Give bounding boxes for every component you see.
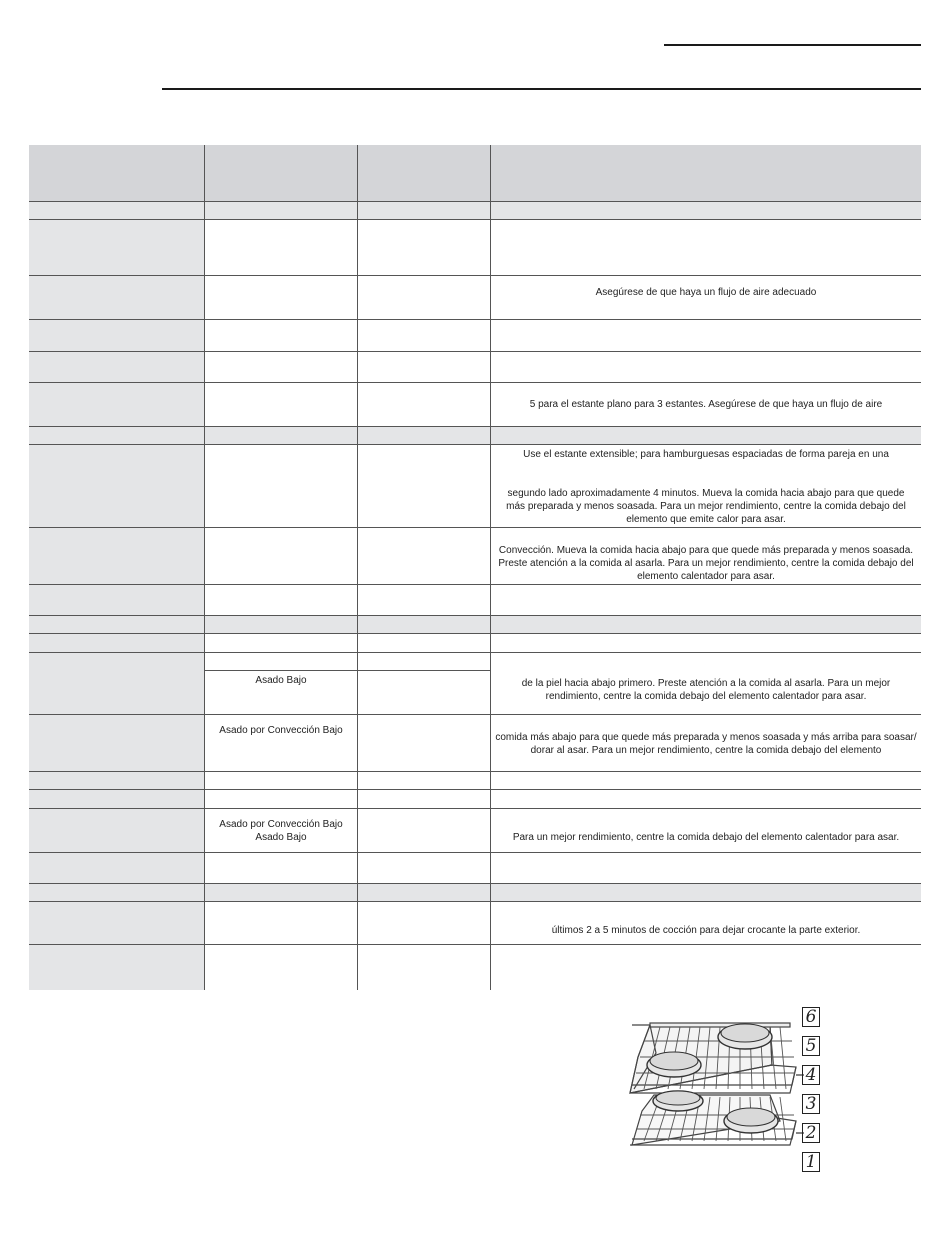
- row-divider: [29, 883, 921, 884]
- row-divider: [29, 444, 921, 445]
- note-cell: de la piel hacia abajo primero. Preste atención a la comida al asarla. Para un mejor rendimiento, centre la comida debajo del elemento calentador para asar.: [521, 678, 891, 702]
- row-divider: [29, 527, 921, 528]
- row-divider: [29, 852, 921, 853]
- note-cell: Use el estante extensible; para hamburguesas espaciadas de forma pareja en una: [523, 449, 889, 460]
- mode-cell: Asado Bajo: [255, 675, 307, 686]
- col-divider: [204, 145, 205, 990]
- row-divider: [29, 426, 921, 427]
- row-divider: [29, 808, 921, 809]
- section-band-4: [29, 883, 921, 901]
- row-label: [29, 944, 204, 990]
- rack-position-label: 5: [802, 1036, 820, 1056]
- note-cell: últimos 2 a 5 minutos de cocción para dejar crocante la parte exterior.: [551, 925, 861, 936]
- row-label: [29, 444, 204, 527]
- rack-position-label: 1: [802, 1152, 820, 1172]
- row-label: [29, 584, 204, 615]
- row-divider: [29, 901, 921, 902]
- section-band-1: [29, 201, 921, 219]
- rack-position-label: 6: [802, 1007, 820, 1027]
- row-divider: [29, 201, 921, 202]
- row-divider: [29, 584, 921, 585]
- row-divider: [29, 351, 921, 352]
- mode-cell: Asado por Convección Bajo: [219, 819, 343, 830]
- row-label: [29, 901, 204, 944]
- row-divider: [29, 944, 921, 945]
- row-label: [29, 714, 204, 771]
- row-label: [29, 652, 204, 714]
- oven-racks-illustration: [620, 1005, 920, 1180]
- note-cell: Para un mejor rendimiento, centre la comida debajo del elemento calentador para asar.: [512, 832, 900, 843]
- rack-position-label: 4: [802, 1065, 820, 1085]
- row-label: [29, 852, 204, 883]
- row-label: [29, 633, 204, 652]
- row-label: [29, 789, 204, 808]
- row-label: [29, 527, 204, 584]
- row-divider: [29, 771, 921, 772]
- row-label: [29, 219, 204, 275]
- mode-cell: Asado por Convección Bajo: [219, 725, 343, 736]
- row-label: [29, 319, 204, 351]
- rack-position-diagram: [620, 1005, 920, 1180]
- row-divider: [29, 714, 921, 715]
- mode-cell: Asado Bajo: [255, 832, 307, 843]
- note-cell: Convección. Mueva la comida hacia abajo para que quede más preparada y menos soasada. Preste atención a la comida al asarla. Para un mejor rendimiento, centre la comida debajo del elemento calentador para asar.: [498, 545, 914, 582]
- rack-position-label: 3: [802, 1094, 820, 1114]
- row-label: [29, 382, 204, 426]
- row-label: [29, 808, 204, 852]
- row-divider: [29, 382, 921, 383]
- row-divider: [29, 319, 921, 320]
- note-cell: 5 para el estante plano para 3 estantes. Asegúrese de que haya un flujo de aire: [529, 399, 883, 410]
- row-label: [29, 275, 204, 319]
- note-cell: comida más abajo para que quede más preparada y menos soasada y más arriba para soasar/ dorar al asar. Para un mejor rendimiento, centre la comida debajo del elemento: [495, 732, 917, 756]
- row-label: [29, 771, 204, 789]
- section-band-2: [29, 426, 921, 444]
- cooking-guide-table: [29, 145, 921, 990]
- header-rule-short: [664, 44, 921, 46]
- row-divider: [29, 615, 921, 616]
- section-band-3: [29, 615, 921, 633]
- row-divider: [29, 652, 921, 653]
- col-divider: [490, 145, 491, 990]
- rack-position-label: 2: [802, 1123, 820, 1143]
- row-divider: [29, 219, 921, 220]
- note-cell: Asegúrese de que haya un flujo de aire adecuado: [595, 287, 817, 298]
- row-divider: [29, 633, 921, 634]
- row-divider: [29, 275, 921, 276]
- table-header: [29, 145, 921, 201]
- row-label: [29, 351, 204, 382]
- note-cell: segundo lado aproximadamente 4 minutos. Mueva la comida hacia abajo para que quede más preparada y menos soasada. Para un mejor rendimiento, centre la comida debajo del elemento que emite calor para asar.: [506, 488, 906, 525]
- header-rule-long: [162, 88, 921, 90]
- sub-row-divider: [204, 670, 490, 671]
- row-divider: [29, 789, 921, 790]
- col-divider: [357, 145, 358, 990]
